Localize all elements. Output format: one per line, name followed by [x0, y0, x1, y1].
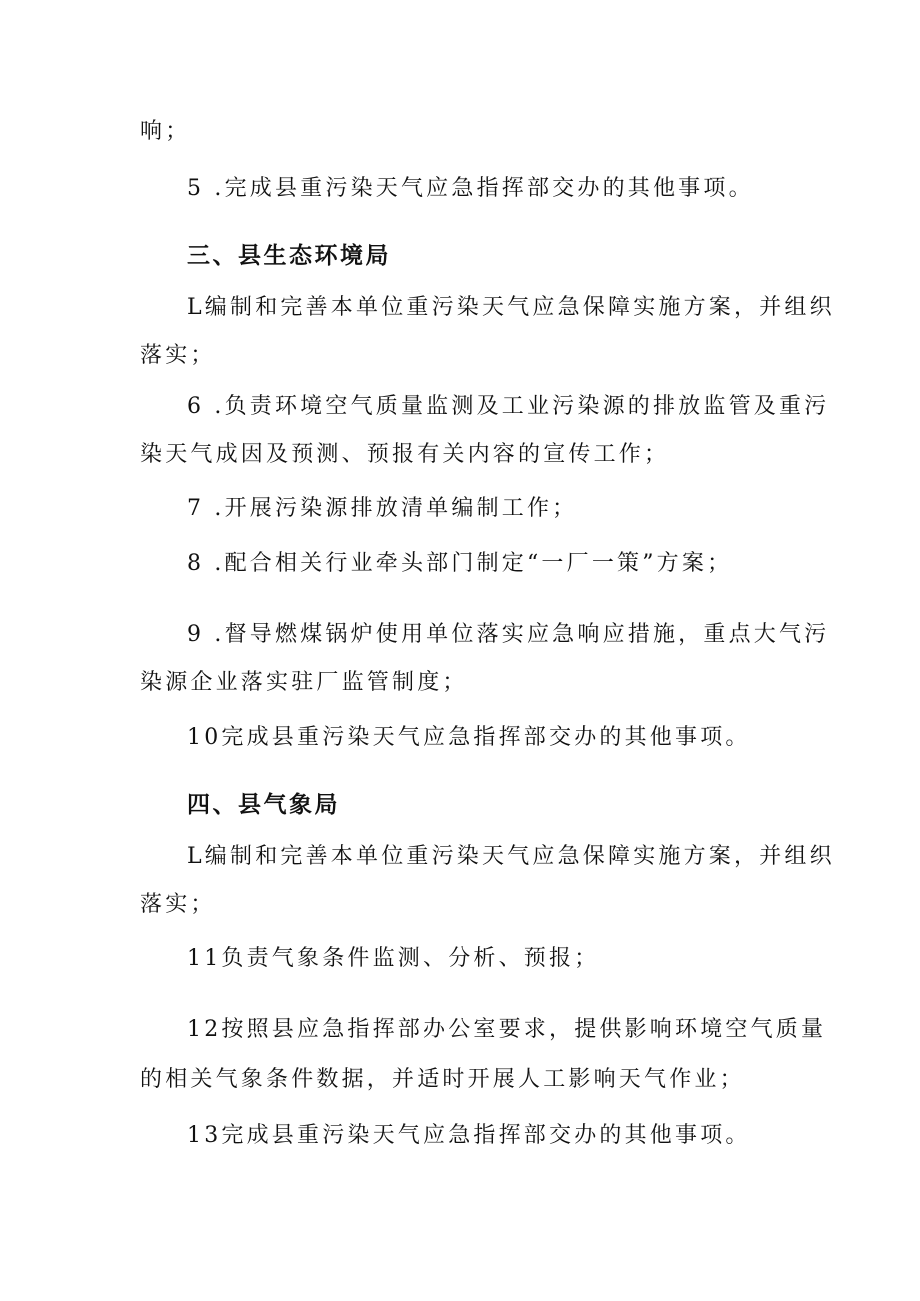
text-line-continuation: 的相关气象条件数据，并适时开展人工影响天气作业；	[140, 1067, 745, 1092]
list-item-11: 11负责气象条件监测、分析、预报；	[187, 946, 600, 971]
list-item-1-environment: L编制和完善本单位重污染天气应急保障实施方案，并组织	[187, 295, 835, 320]
list-item-12: 12按照县应急指挥部办公室要求，提供影响环境空气质量	[187, 1017, 827, 1042]
list-item-6: 6 .负责环境空气质量监测及工业污染源的排放监管及重污	[187, 394, 830, 419]
list-item-13: 13完成县重污染天气应急指挥部交办的其他事项。	[187, 1123, 751, 1148]
text-line-continuation: 响；	[140, 119, 191, 144]
text-line-continuation: 落实；	[140, 343, 216, 368]
section-heading-ecology-environment-bureau: 三、县生态环境局	[187, 243, 391, 269]
text-line-continuation: 染源企业落实驻厂监管制度；	[140, 670, 468, 695]
list-item-1-meteorology: L编制和完善本单位重污染天气应急保障实施方案，并组织	[187, 844, 835, 869]
text-line-continuation: 染天气成因及预测、预报有关内容的宣传工作；	[140, 442, 670, 467]
list-item-5: 5 .完成县重污染天气应急指挥部交办的其他事项。	[187, 176, 754, 201]
list-item-9: 9 .督导燃煤锅炉使用单位落实应急响应措施，重点大气污	[187, 622, 830, 647]
list-item-10: 10完成县重污染天气应急指挥部交办的其他事项。	[187, 725, 751, 750]
list-item-8: 8 .配合相关行业牵头部门制定“一厂一策”方案；	[187, 551, 733, 576]
list-item-7: 7 .开展污染源排放清单编制工作；	[187, 496, 578, 521]
text-line-continuation: 落实；	[140, 892, 216, 917]
section-heading-meteorological-bureau: 四、县气象局	[187, 792, 340, 818]
